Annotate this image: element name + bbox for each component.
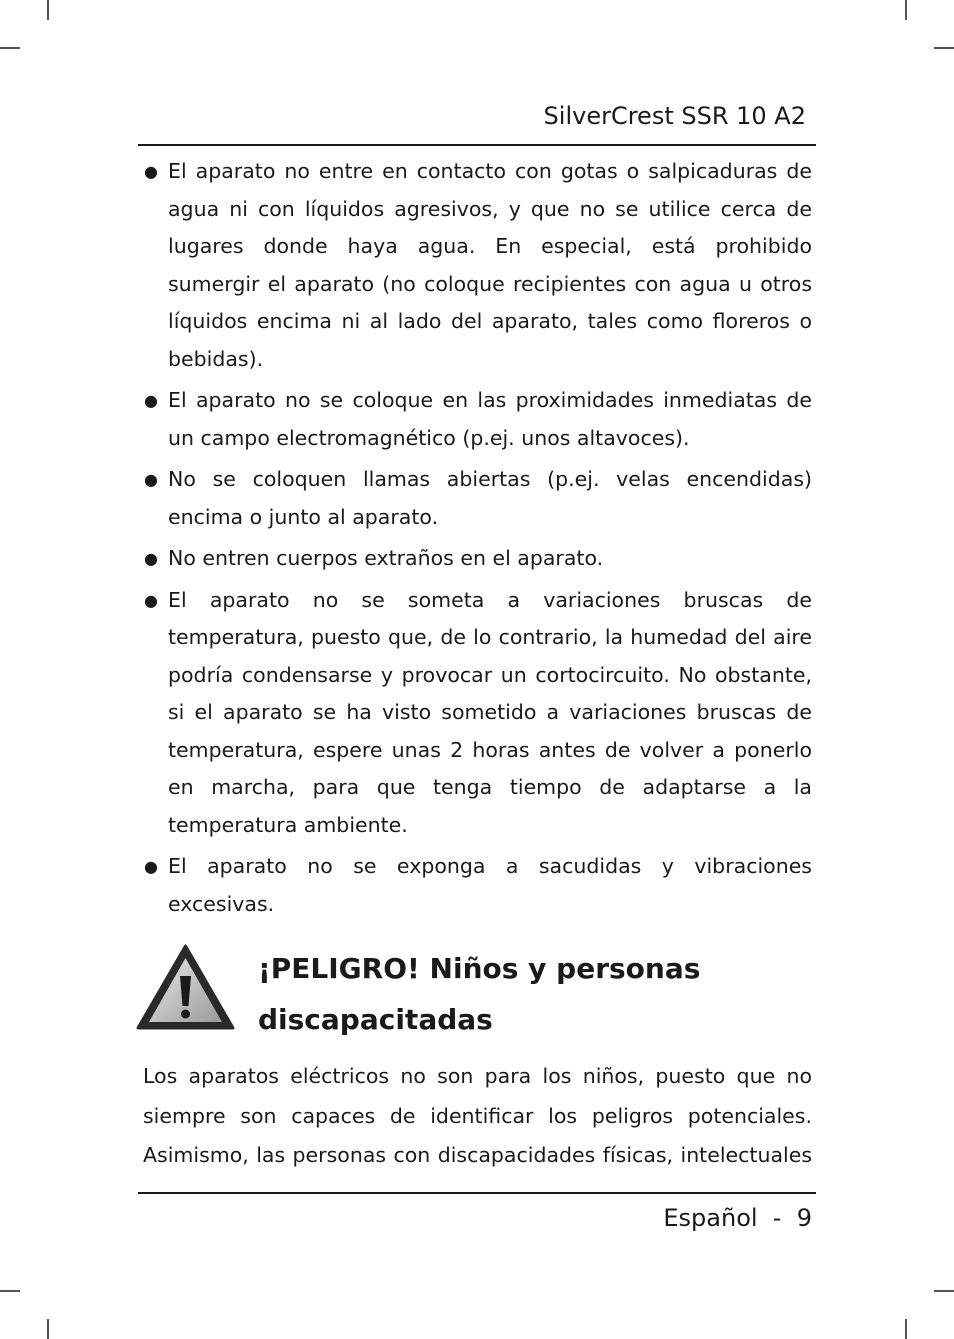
crop-mark [0, 47, 20, 49]
bullet-icon: ● [144, 162, 158, 181]
list-item [140, 153, 812, 378]
warning-triangle-icon [136, 944, 235, 1032]
section-heading-line: ¡PELIGRO! Niños y personas [258, 952, 701, 985]
bullet-text: No entren cuerpos extraños en el aparato. [168, 546, 604, 570]
safety-bullet-list [140, 153, 812, 927]
page-footer: Español - 9 [663, 1204, 812, 1232]
crop-mark [0, 1290, 20, 1292]
section-heading [258, 943, 818, 1045]
list-item [140, 540, 812, 578]
list-item [140, 848, 812, 923]
bullet-icon: ● [144, 391, 158, 410]
bullet-icon: ● [144, 549, 158, 568]
crop-mark [47, 1319, 49, 1339]
crop-mark [47, 0, 49, 20]
footer-rule [138, 1192, 816, 1194]
bullet-text: No se coloquen llamas abiertas (p.ej. velas encendidas) encima o junto al aparato. [168, 467, 812, 529]
section-heading-line: discapacitadas [258, 1003, 493, 1036]
bullet-text: El aparato no se coloque en las proximidades inmediatas de un campo electromagnético (p.ej. unos altavoces). [168, 388, 812, 450]
crop-mark [934, 47, 954, 49]
bullet-icon: ● [144, 590, 158, 610]
list-item [140, 582, 812, 845]
bullet-icon: ● [144, 857, 158, 876]
list-item [140, 461, 812, 536]
header-rule [138, 144, 816, 146]
bullet-text: El aparato no se someta a variaciones bruscas de temperatura, puesto que, de lo contrario, la humedad del aire podría condensarse y provocar un cortocircuito. No obstante, si el aparato se ha visto sometido a variaciones bruscas de temperatura, espere unas 2 horas antes de volver a ponerlo en marcha, para que tenga tiempo de adaptarse a la temperatura ambiente. [168, 587, 812, 837]
crop-mark [905, 0, 907, 20]
crop-mark [905, 1319, 907, 1339]
body-paragraph: Los aparatos eléctricos no son para los niños, puesto que no siempre son capaces de identificar los peligros potenciales. Asimismo, las personas con discapacidades físicas, intelectuales [143, 1064, 812, 1167]
bullet-icon: ● [144, 470, 158, 489]
bullet-text: El aparato no entre en contacto con gotas o salpicaduras de agua ni con líquidos agresivos, y que no se utilice cerca de lugares donde haya agua. En especial, está prohibido sumergir el aparato (no coloque recipientes con agua u otros líquidos encima ni al lado del aparato, tales como floreros o bebidas). [168, 159, 812, 371]
list-item [140, 382, 812, 457]
crop-mark [934, 1290, 954, 1292]
page-header-title: SilverCrest SSR 10 A2 [543, 102, 806, 130]
bullet-text: El aparato no se exponga a sacudidas y vibraciones excesivas. [168, 854, 812, 916]
